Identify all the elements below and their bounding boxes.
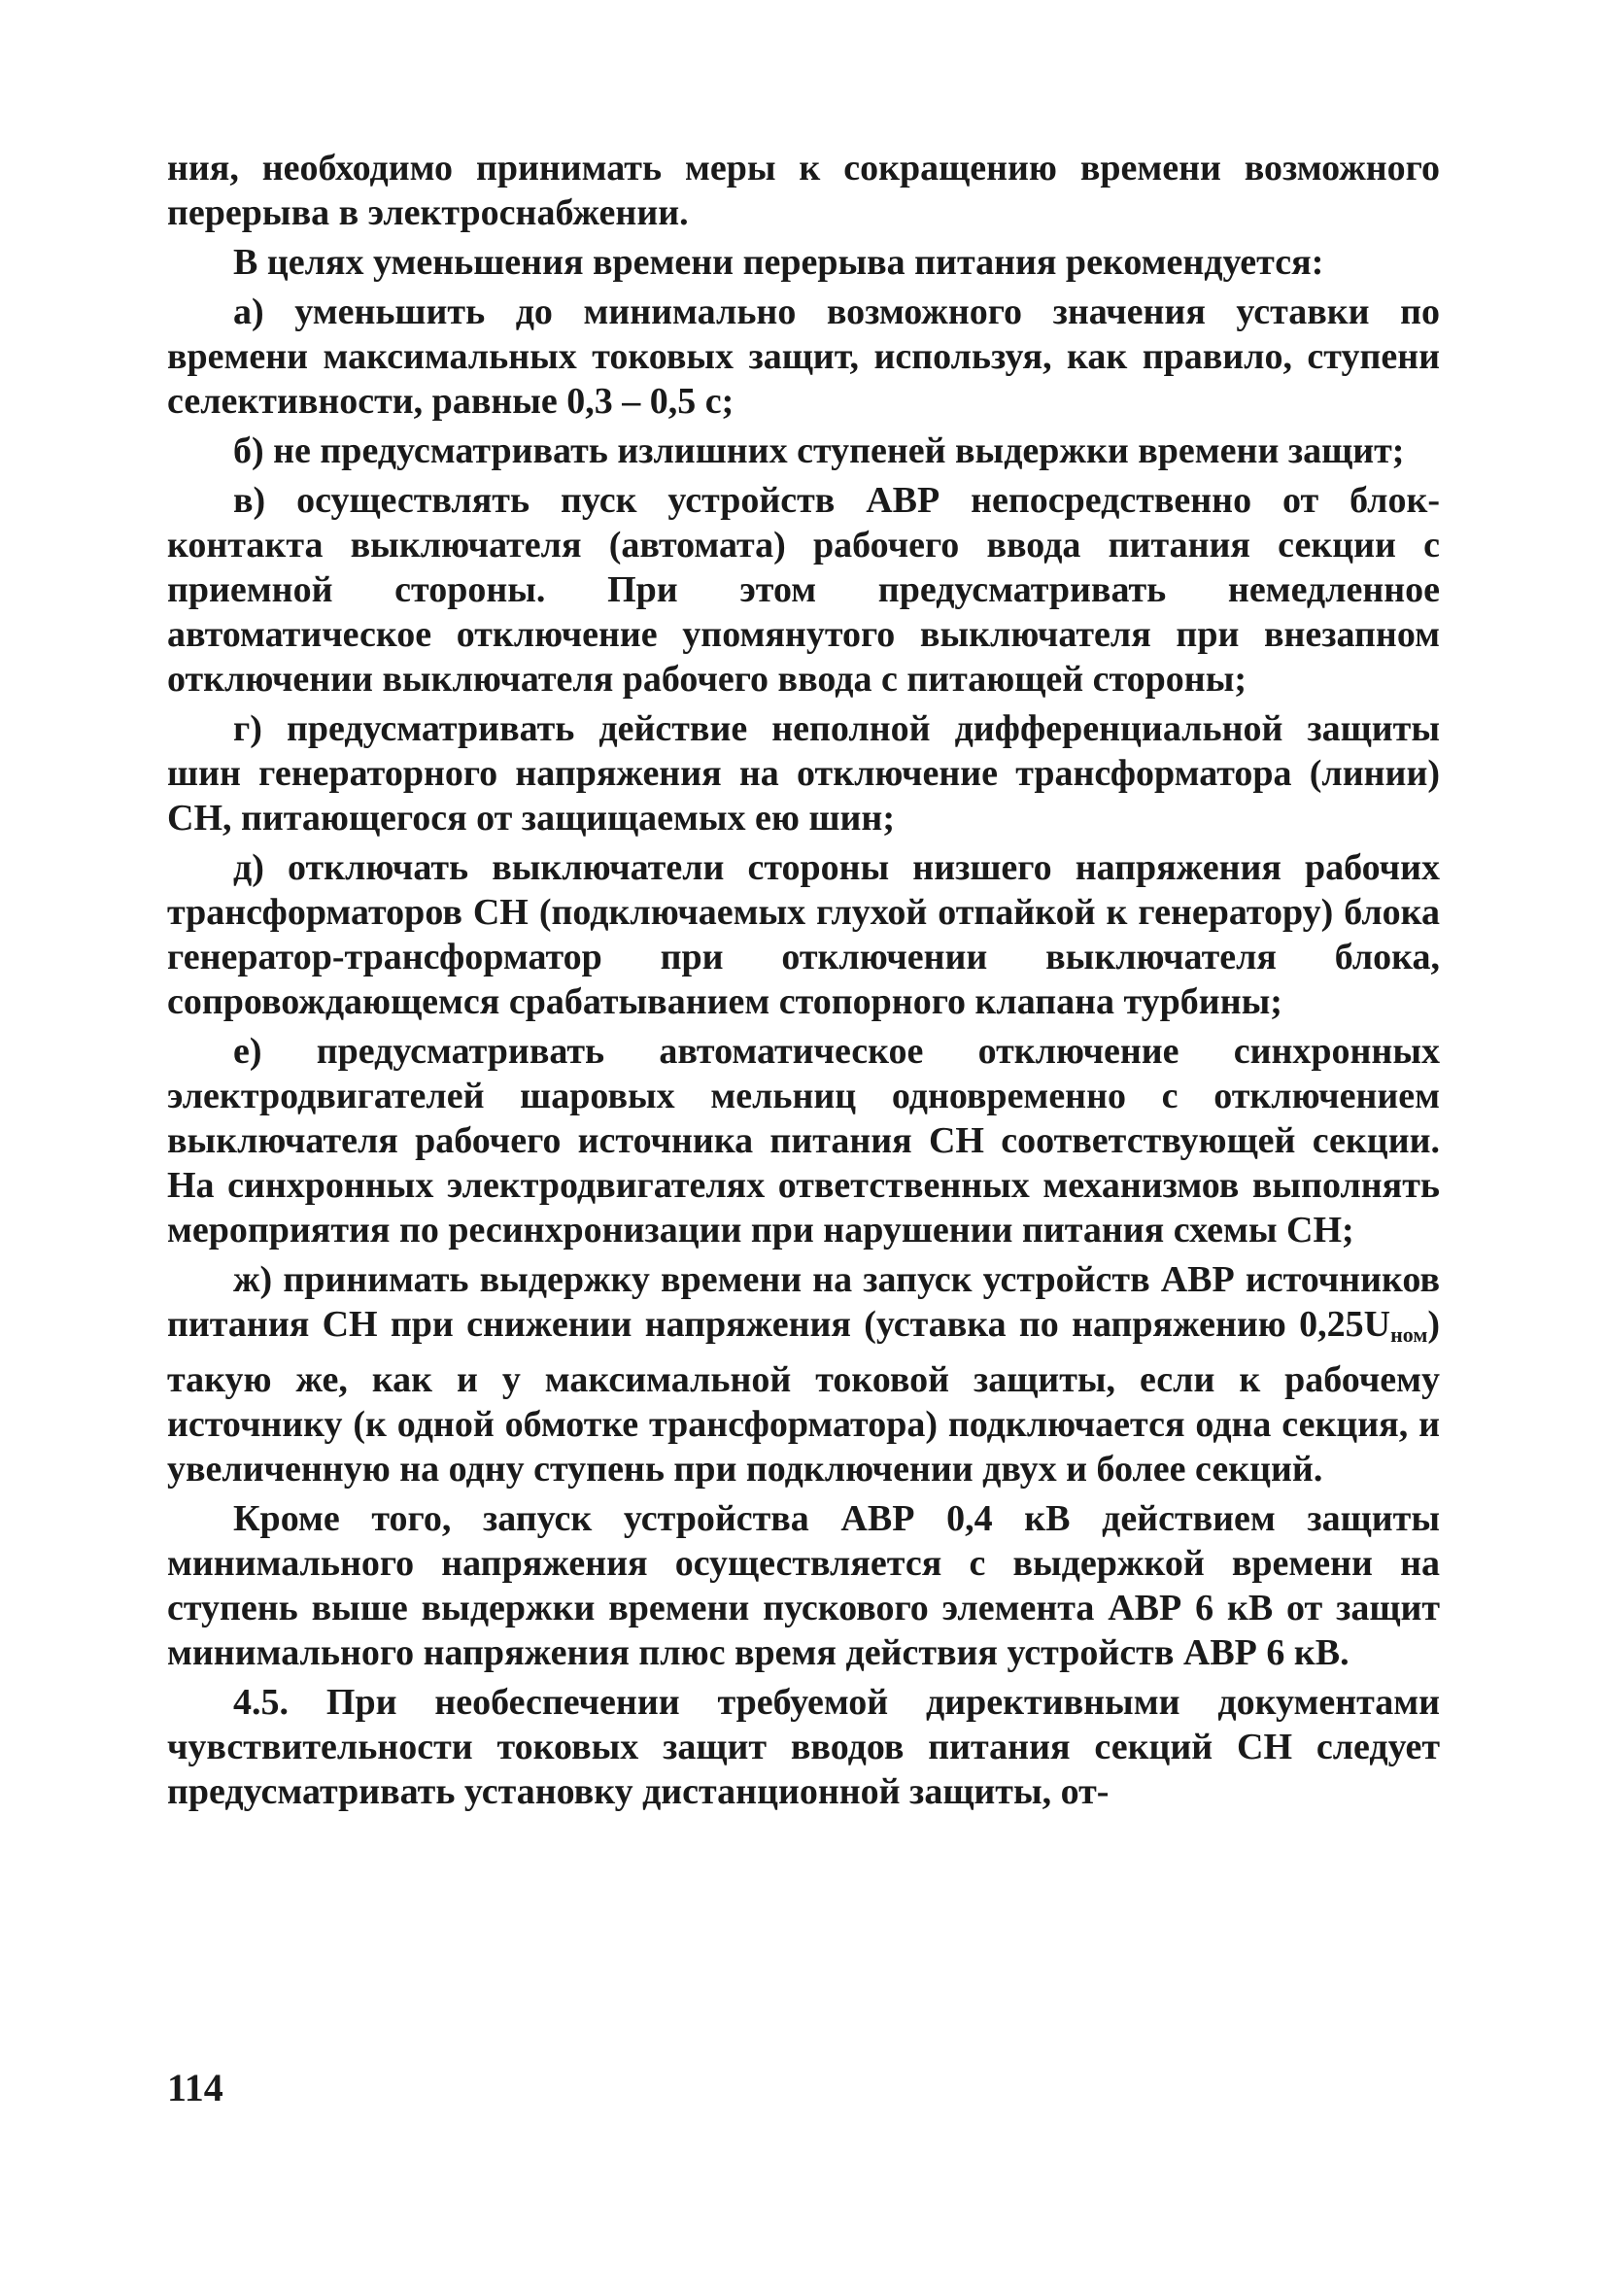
intro-paragraph: В целях уменьшения времени перерыва питания рекомендуется: <box>233 242 1324 283</box>
additional-paragraph: Кроме того, запуск устройства АВР 0,4 кВ действием защиты минимального напряжения осуществляется с выдержкой времени на ступень выше выдержки времени пускового элемента АВР 6 кВ от защит минимального напряжения плюс время действия устройств АВР 6 кВ. <box>167 1498 1440 1673</box>
section-number: 4.5. <box>233 1682 289 1723</box>
nominal-subscript: ном <box>1390 1322 1428 1347</box>
list-item-zh-before: ж) принимать выдержку времени на запуск устройств АВР источников питания СН при снижении напряжения (уставка по напряжению 0,25U <box>167 1259 1440 1345</box>
list-item-d: д) отключать выключатели стороны низшего напряжения рабочих трансформаторов СН (подключаемых глухой отпайкой к генератору) блока генератор-трансформатор при отключении выключателя блока, сопровождающемся срабатыванием стопорного клапана турбины; <box>167 847 1440 1022</box>
list-item-g: г) предусматривать действие неполной дифференциальной защиты шин генераторного напряжения на отключение трансформатора (линии) СН, питающегося от защищаемых ею шин; <box>167 708 1440 839</box>
section-text: При необеспечении требуемой директивными документами чувствительности токовых защит вводов питания секций СН следует предусматривать установку дистанционной защиты, от- <box>167 1682 1440 1812</box>
document-body <box>167 146 1440 1819</box>
list-item-b: б) не предусматривать излишних ступеней выдержки времени защит; <box>233 430 1405 471</box>
page-number: 114 <box>167 2066 223 2109</box>
list-item-v: в) осуществлять пуск устройств АВР непосредственно от блок-контакта выключателя (автомата) рабочего ввода питания секции с приемной стороны. При этом предусматривать немедленное автоматическое отключение упомянутого выключателя при внезапном отключении выключателя рабочего ввода с питающей стороны; <box>167 480 1440 700</box>
continuation-paragraph: ния, необходимо принимать меры к сокращению времени возможного перерыва в электроснабжении. <box>167 148 1440 233</box>
list-item-zh <box>167 1257 1440 1491</box>
list-item-e: е) предусматривать автоматическое отключение синхронных электродвигателей шаровых мельниц одновременно с отключением выключателя рабочего источника питания СН соответствующей секции. На синхронных электродвигателях ответственных механизмов выполнять мероприятия по ресинхронизации при нарушении питания схемы СН; <box>167 1031 1440 1251</box>
section-paragraph <box>167 1680 1440 1814</box>
list-item-zh-after: ) такую же, как и у максимальной токовой защиты, если к рабочему источнику (к одной обмотке трансформатора) подключается одна секция, и увеличенную на одну ступень при подключении двух и более секций. <box>167 1304 1440 1490</box>
list-item-a: а) уменьшить до минимально возможного значения уставки по времени максимальных токовых защит, используя, как правило, ступени селективности, равные 0,3 – 0,5 с; <box>167 291 1440 422</box>
